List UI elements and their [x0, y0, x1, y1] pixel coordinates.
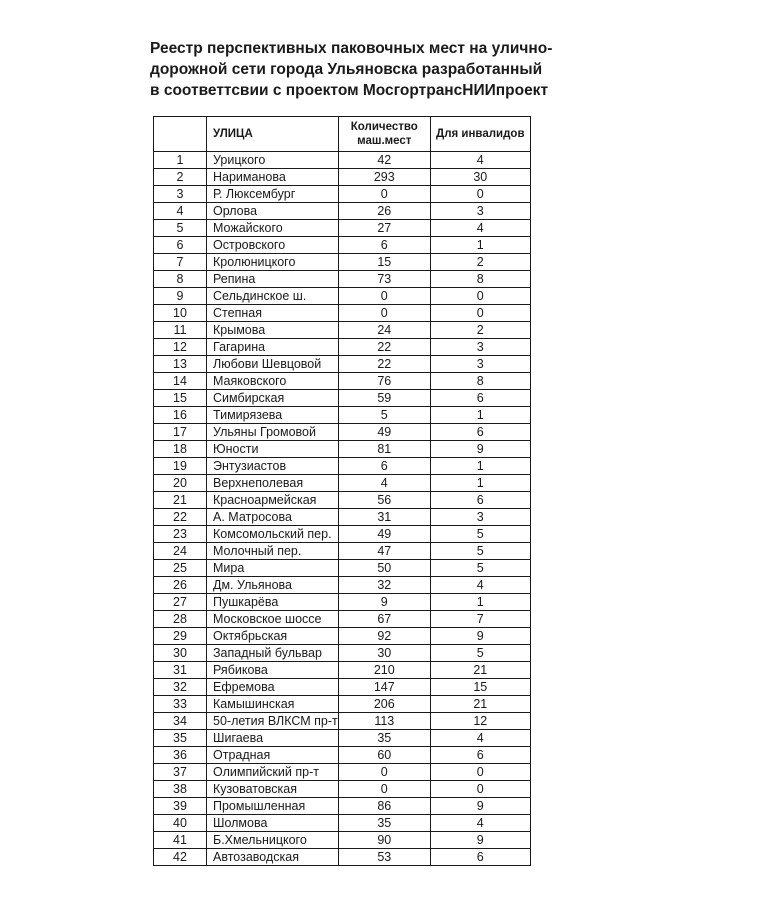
parking-spaces-cell: 0 [338, 305, 430, 322]
disabled-spaces-cell: 3 [430, 203, 530, 220]
parking-spaces-cell: 92 [338, 628, 430, 645]
parking-spaces-cell: 6 [338, 458, 430, 475]
parking-spaces-cell: 0 [338, 186, 430, 203]
row-number-cell: 31 [154, 662, 207, 679]
row-number-cell: 35 [154, 730, 207, 747]
row-number-cell: 17 [154, 424, 207, 441]
table-row [154, 577, 531, 594]
row-number-cell: 3 [154, 186, 207, 203]
table-row [154, 237, 531, 254]
disabled-spaces-cell: 4 [430, 220, 530, 237]
row-number-cell: 42 [154, 849, 207, 866]
row-number-cell: 25 [154, 560, 207, 577]
disabled-spaces-cell: 5 [430, 526, 530, 543]
disabled-spaces-cell: 15 [430, 679, 530, 696]
street-name-cell: Ефремова [207, 679, 339, 696]
parking-spaces-cell: 90 [338, 832, 430, 849]
disabled-spaces-cell: 3 [430, 509, 530, 526]
street-name-cell: Маяковского [207, 373, 339, 390]
parking-spaces-cell: 35 [338, 815, 430, 832]
table-row [154, 679, 531, 696]
parking-spaces-cell: 15 [338, 254, 430, 271]
table-row [154, 526, 531, 543]
disabled-spaces-cell: 4 [430, 577, 530, 594]
table-row [154, 271, 531, 288]
parking-spaces-cell: 4 [338, 475, 430, 492]
row-number-cell: 9 [154, 288, 207, 305]
table-row [154, 407, 531, 424]
table-row [154, 560, 531, 577]
row-number-cell: 18 [154, 441, 207, 458]
table-header-row [154, 117, 531, 152]
row-number-cell: 28 [154, 611, 207, 628]
row-number-cell: 26 [154, 577, 207, 594]
table-row [154, 509, 531, 526]
row-number-cell: 14 [154, 373, 207, 390]
table-row [154, 730, 531, 747]
disabled-spaces-cell: 21 [430, 662, 530, 679]
disabled-spaces-cell: 2 [430, 254, 530, 271]
disabled-spaces-cell: 7 [430, 611, 530, 628]
row-number-cell: 19 [154, 458, 207, 475]
row-number-cell: 16 [154, 407, 207, 424]
parking-spaces-cell: 6 [338, 237, 430, 254]
street-name-cell: Молочный пер. [207, 543, 339, 560]
row-number-cell: 37 [154, 764, 207, 781]
row-number-cell: 40 [154, 815, 207, 832]
street-name-cell: Камышинская [207, 696, 339, 713]
disabled-spaces-cell: 4 [430, 815, 530, 832]
title-line-2: дорожной сети города Ульяновска разработанный [150, 61, 543, 78]
parking-spaces-cell: 42 [338, 152, 430, 169]
table-row [154, 220, 531, 237]
street-name-cell: А. Матросова [207, 509, 339, 526]
parking-spaces-cell: 0 [338, 288, 430, 305]
parking-spaces-cell: 60 [338, 747, 430, 764]
row-number-cell: 27 [154, 594, 207, 611]
disabled-spaces-cell: 0 [430, 288, 530, 305]
street-name-cell: Комсомольский пер. [207, 526, 339, 543]
street-name-cell: Гагарина [207, 339, 339, 356]
table-row [154, 186, 531, 203]
street-name-cell: 50-летия ВЛКСМ пр-т [207, 713, 339, 730]
parking-spaces-cell: 0 [338, 764, 430, 781]
street-name-cell: Сельдинское ш. [207, 288, 339, 305]
table-row [154, 390, 531, 407]
disabled-spaces-cell: 5 [430, 560, 530, 577]
table-row [154, 713, 531, 730]
parking-spaces-cell: 35 [338, 730, 430, 747]
street-name-cell: Рябикова [207, 662, 339, 679]
parking-spaces-cell: 49 [338, 424, 430, 441]
street-name-cell: Пушкарёва [207, 594, 339, 611]
parking-spaces-cell: 73 [338, 271, 430, 288]
parking-spaces-cell: 5 [338, 407, 430, 424]
row-number-cell: 12 [154, 339, 207, 356]
parking-spaces-cell: 210 [338, 662, 430, 679]
table-row [154, 781, 531, 798]
street-name-cell: Промышленная [207, 798, 339, 815]
street-name-cell: Симбирская [207, 390, 339, 407]
street-name-cell: Кролюницкого [207, 254, 339, 271]
street-name-cell: Урицкого [207, 152, 339, 169]
disabled-spaces-cell: 5 [430, 645, 530, 662]
table-row [154, 475, 531, 492]
street-name-cell: Отрадная [207, 747, 339, 764]
row-number-cell: 38 [154, 781, 207, 798]
row-number-cell: 15 [154, 390, 207, 407]
document-title [150, 38, 553, 101]
table-row [154, 373, 531, 390]
row-number-cell: 5 [154, 220, 207, 237]
table-row [154, 152, 531, 169]
street-name-cell: Энтузиастов [207, 458, 339, 475]
row-number-cell: 22 [154, 509, 207, 526]
row-number-cell: 21 [154, 492, 207, 509]
disabled-spaces-cell: 8 [430, 271, 530, 288]
disabled-spaces-cell: 6 [430, 424, 530, 441]
table-row [154, 645, 531, 662]
table-row [154, 611, 531, 628]
street-name-cell: Западный бульвар [207, 645, 339, 662]
table-row [154, 662, 531, 679]
parking-registry-table [153, 116, 531, 866]
parking-spaces-cell: 27 [338, 220, 430, 237]
parking-spaces-cell: 113 [338, 713, 430, 730]
disabled-spaces-cell: 1 [430, 407, 530, 424]
disabled-spaces-cell: 3 [430, 356, 530, 373]
street-name-cell: Красноармейская [207, 492, 339, 509]
row-number-cell: 7 [154, 254, 207, 271]
row-number-cell: 29 [154, 628, 207, 645]
disabled-spaces-cell: 4 [430, 730, 530, 747]
disabled-spaces-cell: 12 [430, 713, 530, 730]
street-name-cell: Островского [207, 237, 339, 254]
row-number-cell: 6 [154, 237, 207, 254]
parking-spaces-cell: 147 [338, 679, 430, 696]
parking-spaces-cell: 53 [338, 849, 430, 866]
table-row [154, 458, 531, 475]
parking-spaces-cell: 47 [338, 543, 430, 560]
parking-spaces-cell: 59 [338, 390, 430, 407]
disabled-spaces-cell: 3 [430, 339, 530, 356]
row-number-cell: 8 [154, 271, 207, 288]
parking-spaces-cell: 67 [338, 611, 430, 628]
parking-spaces-cell: 9 [338, 594, 430, 611]
street-name-cell: Орлова [207, 203, 339, 220]
parking-spaces-cell: 293 [338, 169, 430, 186]
parking-spaces-cell: 56 [338, 492, 430, 509]
disabled-spaces-cell: 30 [430, 169, 530, 186]
row-number-cell: 23 [154, 526, 207, 543]
disabled-spaces-cell: 9 [430, 798, 530, 815]
header-spaces-line2: маш.мест [357, 135, 412, 147]
disabled-spaces-cell: 9 [430, 832, 530, 849]
disabled-spaces-cell: 5 [430, 543, 530, 560]
disabled-spaces-cell: 1 [430, 475, 530, 492]
table-row [154, 764, 531, 781]
table-row [154, 254, 531, 271]
title-line-3: в соответтсвии с проектом МосгортрансНИИпроект [150, 82, 549, 99]
table-row [154, 492, 531, 509]
parking-spaces-cell: 22 [338, 356, 430, 373]
street-name-cell: Репина [207, 271, 339, 288]
disabled-spaces-cell: 6 [430, 390, 530, 407]
disabled-spaces-cell: 2 [430, 322, 530, 339]
row-number-cell: 36 [154, 747, 207, 764]
table-row [154, 849, 531, 866]
table-row [154, 594, 531, 611]
table-row [154, 628, 531, 645]
row-number-cell: 30 [154, 645, 207, 662]
disabled-spaces-cell: 6 [430, 492, 530, 509]
table-row [154, 798, 531, 815]
row-number-cell: 34 [154, 713, 207, 730]
street-name-cell: Б.Хмельницкого [207, 832, 339, 849]
disabled-spaces-cell: 4 [430, 152, 530, 169]
header-number [154, 117, 207, 152]
header-disabled: Для инвалидов [430, 117, 530, 152]
street-name-cell: Шолмова [207, 815, 339, 832]
table-row [154, 203, 531, 220]
table-row [154, 339, 531, 356]
street-name-cell: Тимирязева [207, 407, 339, 424]
row-number-cell: 13 [154, 356, 207, 373]
table-row [154, 441, 531, 458]
row-number-cell: 41 [154, 832, 207, 849]
disabled-spaces-cell: 21 [430, 696, 530, 713]
street-name-cell: Автозаводская [207, 849, 339, 866]
row-number-cell: 24 [154, 543, 207, 560]
street-name-cell: Олимпийский пр-т [207, 764, 339, 781]
street-name-cell: Любови Шевцовой [207, 356, 339, 373]
disabled-spaces-cell: 9 [430, 441, 530, 458]
parking-spaces-cell: 76 [338, 373, 430, 390]
header-spaces [338, 117, 430, 152]
table-row [154, 169, 531, 186]
disabled-spaces-cell: 6 [430, 747, 530, 764]
row-number-cell: 1 [154, 152, 207, 169]
parking-spaces-cell: 32 [338, 577, 430, 594]
street-name-cell: Р. Люксембург [207, 186, 339, 203]
table-row [154, 747, 531, 764]
disabled-spaces-cell: 0 [430, 305, 530, 322]
disabled-spaces-cell: 1 [430, 237, 530, 254]
street-name-cell: Степная [207, 305, 339, 322]
street-name-cell: Ульяны Громовой [207, 424, 339, 441]
parking-spaces-cell: 30 [338, 645, 430, 662]
table-row [154, 322, 531, 339]
table-row [154, 288, 531, 305]
row-number-cell: 2 [154, 169, 207, 186]
street-name-cell: Крымова [207, 322, 339, 339]
table-row [154, 424, 531, 441]
disabled-spaces-cell: 8 [430, 373, 530, 390]
disabled-spaces-cell: 6 [430, 849, 530, 866]
street-name-cell: Шигаева [207, 730, 339, 747]
parking-spaces-cell: 50 [338, 560, 430, 577]
table-row [154, 305, 531, 322]
disabled-spaces-cell: 0 [430, 781, 530, 798]
street-name-cell: Мира [207, 560, 339, 577]
parking-spaces-cell: 22 [338, 339, 430, 356]
disabled-spaces-cell: 1 [430, 458, 530, 475]
disabled-spaces-cell: 1 [430, 594, 530, 611]
street-name-cell: Верхнеполевая [207, 475, 339, 492]
row-number-cell: 33 [154, 696, 207, 713]
row-number-cell: 32 [154, 679, 207, 696]
row-number-cell: 39 [154, 798, 207, 815]
street-name-cell: Можайского [207, 220, 339, 237]
parking-spaces-cell: 81 [338, 441, 430, 458]
parking-spaces-cell: 0 [338, 781, 430, 798]
row-number-cell: 20 [154, 475, 207, 492]
table-row [154, 696, 531, 713]
table-row [154, 815, 531, 832]
street-name-cell: Московское шоссе [207, 611, 339, 628]
street-name-cell: Октябрьская [207, 628, 339, 645]
row-number-cell: 4 [154, 203, 207, 220]
disabled-spaces-cell: 0 [430, 764, 530, 781]
street-name-cell: Кузоватовская [207, 781, 339, 798]
parking-spaces-cell: 86 [338, 798, 430, 815]
street-name-cell: Дм. Ульянова [207, 577, 339, 594]
table-row [154, 543, 531, 560]
parking-spaces-cell: 24 [338, 322, 430, 339]
table-row [154, 832, 531, 849]
title-line-1: Реестр перспективных паковочных мест на улично- [150, 40, 553, 57]
header-street: УЛИЦА [207, 117, 339, 152]
disabled-spaces-cell: 0 [430, 186, 530, 203]
row-number-cell: 10 [154, 305, 207, 322]
parking-spaces-cell: 26 [338, 203, 430, 220]
parking-spaces-cell: 49 [338, 526, 430, 543]
street-name-cell: Юности [207, 441, 339, 458]
header-spaces-line1: Количество [350, 121, 418, 133]
table-row [154, 356, 531, 373]
parking-spaces-cell: 31 [338, 509, 430, 526]
disabled-spaces-cell: 9 [430, 628, 530, 645]
parking-spaces-cell: 206 [338, 696, 430, 713]
row-number-cell: 11 [154, 322, 207, 339]
street-name-cell: Нариманова [207, 169, 339, 186]
